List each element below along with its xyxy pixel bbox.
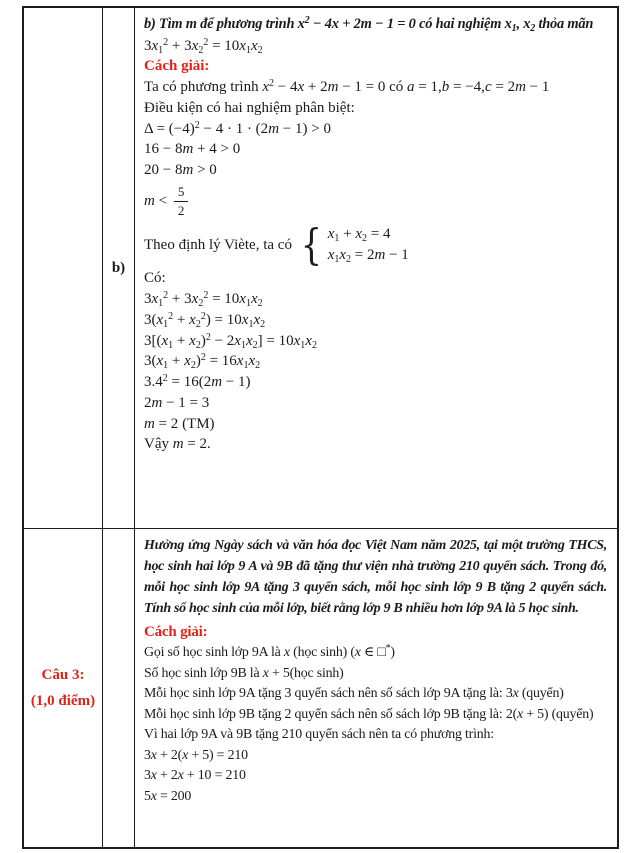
question-3-label-cell	[24, 529, 103, 847]
solution-line: 20 − 8m > 0	[144, 162, 217, 179]
solution-q3-cell	[135, 529, 617, 847]
part-b-cell	[103, 8, 135, 529]
brace-icon: {	[300, 220, 323, 270]
solution-heading: Cách giải:	[144, 58, 210, 75]
question-3-points: (1,0 điểm)	[30, 692, 96, 709]
solution-line: Mỗi học sinh lớp 9A tặng 3 quyển sách nên số sách lớp 9A tặng là: 3x (quyển)	[144, 686, 564, 702]
solution-table	[22, 6, 619, 849]
solution-line: Có:	[144, 270, 166, 287]
solution-line: Vậy m = 2.	[144, 436, 211, 453]
solution-line: 16 − 8m + 4 > 0	[144, 141, 241, 158]
question-3-number: Câu 3:	[41, 666, 85, 683]
solution-line: $3x_1^2 + 3x_2^2 = 10x_1x_2$	[144, 290, 263, 310]
problem-statement: b) Tìm m để phương trình $x^2 - 4x + 2m - 1 = 0$ có hai nghiệm $x_1$, $x_2$ thỏa mãn	[144, 15, 594, 34]
viete-system: Theo định lý Viète, ta có { $x_1 + x_2 = 4$ $x_1x_2 = 2m - 1$	[144, 220, 409, 270]
solution-line: Gọi số học sinh lớp 9A là x (học sinh) (x ∈ □*)	[144, 643, 395, 661]
solution-line: $3[(x_1 + x_2)^2 - 2x_1x_2] = 10x_1x_2$	[144, 331, 317, 351]
solution-heading: Cách giải:	[144, 623, 208, 640]
solution-line: 2m − 1 = 3	[144, 394, 210, 411]
solution-line: 5x = 200	[144, 788, 192, 804]
solution-line: $3(x_1 + x_2)^2 = 16x_1x_2$	[144, 352, 261, 372]
solution-line: m = 2 (TM)	[144, 415, 215, 432]
solution-line: $\Delta = (-4)^2 - 4 \cdot 1 \cdot (2m - 1) > 0$	[144, 119, 331, 137]
solution-line: Ta có phương trình $x^2 - 4x + 2m - 1 = 0$ có a = 1,b = −4,c = 2m − 1	[144, 78, 550, 96]
solution-line: Số học sinh lớp 9B là x + 5(học sinh)	[144, 665, 344, 681]
part-cell-row2-empty	[103, 529, 135, 847]
solution-b-cell	[135, 8, 617, 529]
solution-line: Điều kiện có hai nghiệm phân biệt:	[144, 99, 355, 116]
solution-line: 3x + 2x + 10 = 210	[144, 768, 246, 784]
part-b-label: b)	[111, 259, 126, 276]
solution-line: $3(x_1^2 + x_2^2) = 10x_1x_2$	[144, 310, 266, 330]
solution-line: 3x + 2(x + 5) = 210	[144, 747, 248, 763]
solution-line: $3x_1^2 + 3x_2^2 = 10x_1x_2$	[144, 36, 263, 56]
solution-line: Mỗi học sinh lớp 9B tặng 2 quyển sách nên số sách lớp 9B tặng là: 2(x + 5) (quyển)	[144, 706, 594, 722]
solution-line: $3.4^2 = 16(2m - 1)$	[144, 373, 251, 391]
solution-line: m < $\frac{5}{2}$	[144, 183, 607, 221]
question-label-cell-row1	[24, 8, 103, 529]
solution-line: Vì hai lớp 9A và 9B tặng 210 quyển sách nên ta có phương trình:	[144, 727, 494, 743]
problem-statement: Hưởng ứng Ngày sách và văn hóa đọc Việt Nam năm 2025, tại một trường THCS, học sinh hai lớp 9 A và 9B đã tặng thư viện nhà trường 210 quyển sách. Trong đó, mỗi học sinh lớp 9A tặng 3 quyển sách, mỗi học sinh lớp 9 B tặng 2 quyển sách. Tính số học sinh của mỗi lớp, biết rằng lớp 9 B nhiều hơn lớp 9A là 5 học sinh.	[144, 538, 607, 616]
